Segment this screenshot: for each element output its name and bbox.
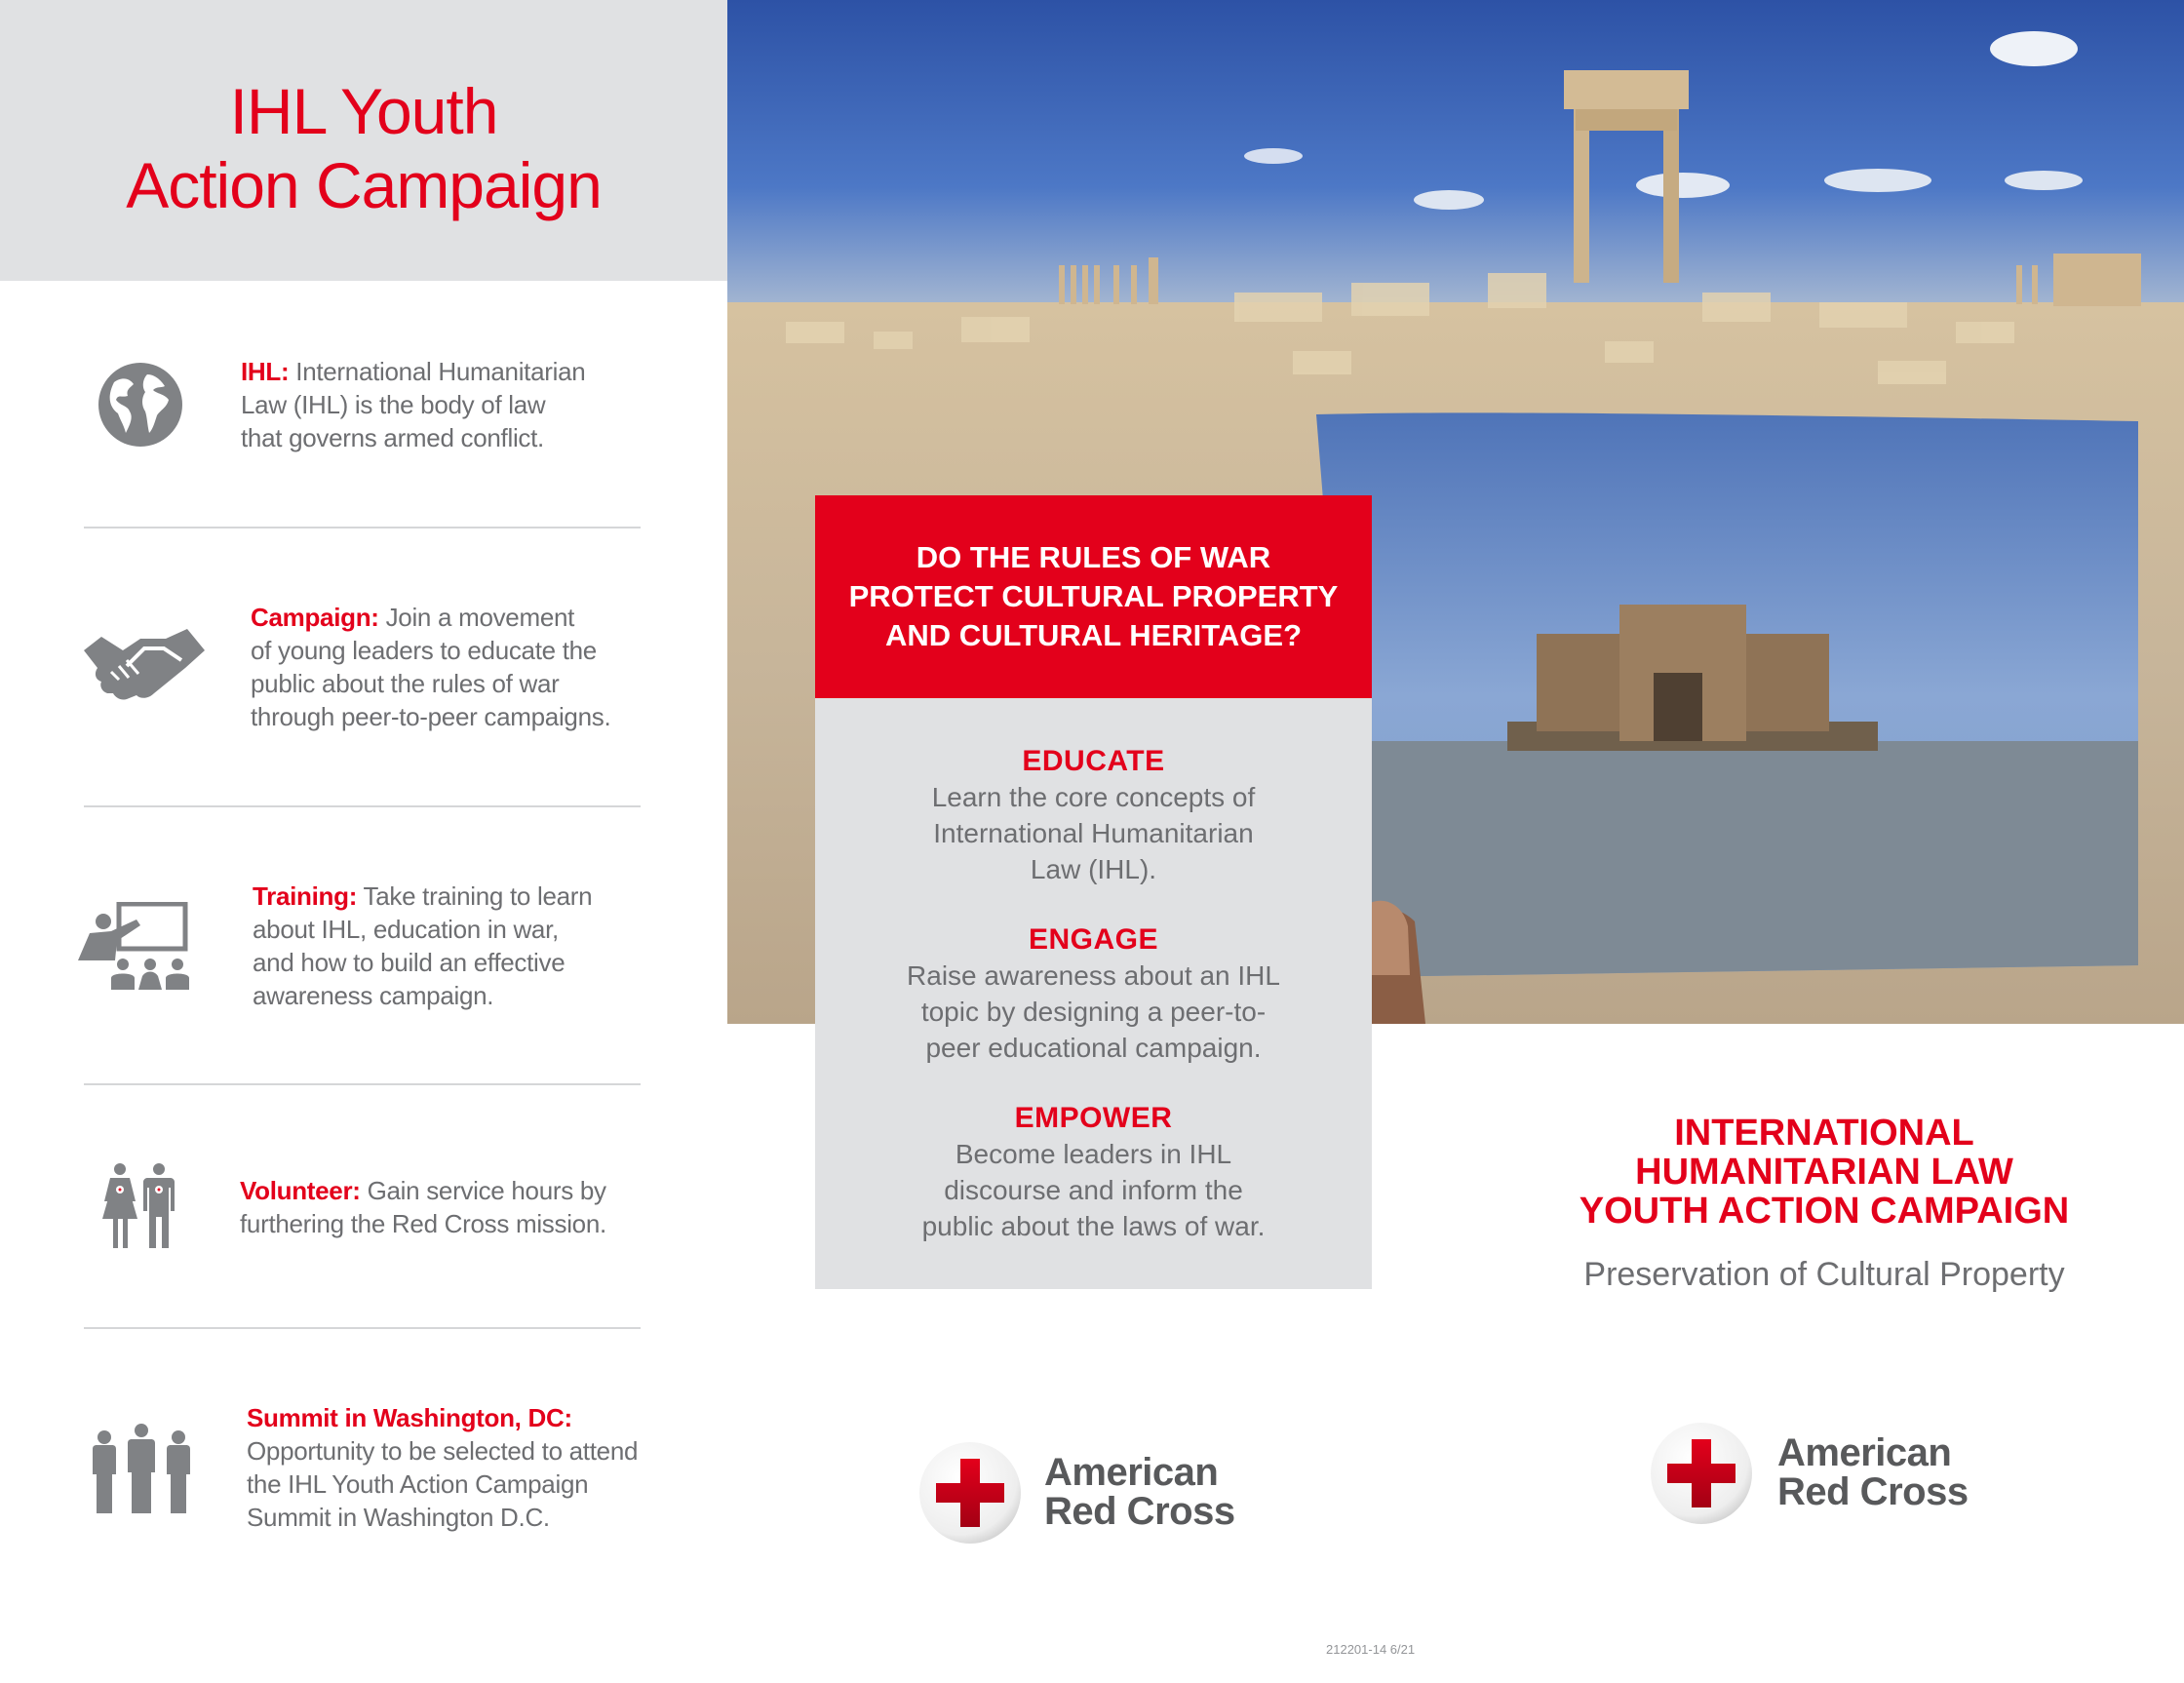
cover-subtitle: Preservation of Cultural Property: [1583, 1256, 2065, 1293]
logo-text-line: Red Cross: [1777, 1470, 1969, 1513]
pillar-line: Law (IHL).: [1030, 854, 1157, 884]
divider: [84, 1327, 641, 1329]
page-title: [0, 74, 727, 222]
feature-volunteer: [240, 1174, 606, 1240]
divider: [84, 805, 641, 807]
question-banner: [815, 495, 1372, 698]
feature-summit-label: Summit in Washington, DC:: [247, 1403, 572, 1432]
red-cross-icon: [1648, 1420, 1755, 1527]
logo-text: [1044, 1453, 1235, 1531]
pillar-heading: EMPOWER: [1014, 1102, 1173, 1134]
feature-training-line: and how to build an effective: [253, 948, 566, 977]
pillar-empower: [815, 1101, 1372, 1244]
feature-summit-line: Summit in Washington D.C.: [247, 1503, 550, 1532]
presentation-icon: [78, 902, 205, 990]
feature-ihl-line: International Humanitarian: [289, 357, 586, 386]
pillar-line: peer educational campaign.: [925, 1033, 1262, 1063]
logo-text-line: American: [1777, 1431, 1952, 1474]
divider: [84, 1083, 641, 1085]
feature-ihl-label: IHL:: [241, 357, 290, 386]
feature-ihl: [241, 355, 585, 454]
feature-training-line: about IHL, education in war,: [253, 915, 559, 944]
pillar-line: discourse and inform the: [944, 1175, 1243, 1205]
cover-title-line: HUMANITARIAN LAW: [1635, 1152, 2013, 1193]
divider: [84, 527, 641, 528]
feature-training-line: awareness campaign.: [253, 981, 494, 1010]
feature-summit-line: the IHL Youth Action Campaign: [247, 1469, 589, 1499]
pillar-line: Learn the core concepts of: [931, 782, 1256, 812]
red-cross-icon: [916, 1439, 1024, 1546]
pillar-line: Raise awareness about an IHL: [907, 960, 1280, 991]
question-line: PROTECT CULTURAL PROPERTY: [848, 579, 1339, 613]
pillar-line: topic by designing a peer-to-: [920, 997, 1267, 1027]
cover-title-line: INTERNATIONAL: [1674, 1113, 1974, 1154]
question-line: DO THE RULES OF WAR: [916, 540, 1271, 574]
pillar-line: public about the laws of war.: [921, 1211, 1266, 1241]
group-icon: [89, 1424, 194, 1513]
feature-training-line: Take training to learn: [357, 881, 593, 911]
feature-volunteer-line: Gain service hours by: [360, 1176, 606, 1205]
cover-title: [1521, 1114, 2127, 1231]
pillar-heading: ENGAGE: [1028, 923, 1159, 956]
pillar-educate: [815, 744, 1372, 887]
document-code: 212201-14 6/21: [1326, 1642, 1416, 1657]
logo-text-line: Red Cross: [1044, 1490, 1235, 1533]
feature-campaign-label: Campaign:: [251, 603, 379, 632]
feature-volunteer-label: Volunteer:: [240, 1176, 361, 1205]
feature-ihl-line: Law (IHL) is the body of law: [241, 390, 546, 419]
feature-campaign-line: public about the rules of war: [251, 669, 560, 698]
handshake-icon: [84, 629, 205, 701]
feature-training-label: Training:: [253, 881, 358, 911]
feature-campaign-line: of young leaders to educate the: [251, 636, 597, 665]
page-title-line-2: Action Campaign: [126, 149, 602, 221]
pillar-line: Become leaders in IHL: [955, 1139, 1232, 1169]
feature-campaign: [251, 601, 610, 733]
pillar-heading: EDUCATE: [1022, 745, 1165, 777]
pillars-panel: [815, 698, 1372, 1289]
pillar-line: International Humanitarian: [933, 818, 1254, 848]
page-title-line-1: IHL Youth: [229, 75, 498, 147]
red-cross-logo-middle: [916, 1439, 1306, 1546]
logo-text-line: American: [1044, 1451, 1219, 1494]
feature-ihl-line: that governs armed conflict.: [241, 423, 544, 452]
volunteers-icon: [100, 1162, 184, 1250]
feature-volunteer-line: furthering the Red Cross mission.: [240, 1209, 606, 1238]
cover-title-line: YOUTH ACTION CAMPAIGN: [1579, 1191, 2070, 1232]
feature-summit: [247, 1401, 638, 1534]
feature-campaign-line: Join a movement: [378, 603, 575, 632]
feature-training: [253, 880, 592, 1012]
globe-icon: [97, 361, 184, 449]
feature-campaign-line: through peer-to-peer campaigns.: [251, 702, 611, 731]
question-line: AND CULTURAL HERITAGE?: [884, 618, 1303, 652]
pillar-engage: [815, 922, 1372, 1066]
red-cross-logo-cover: [1648, 1420, 2038, 1527]
logo-text: [1777, 1433, 1969, 1511]
feature-summit-line: Opportunity to be selected to attend: [247, 1436, 639, 1466]
